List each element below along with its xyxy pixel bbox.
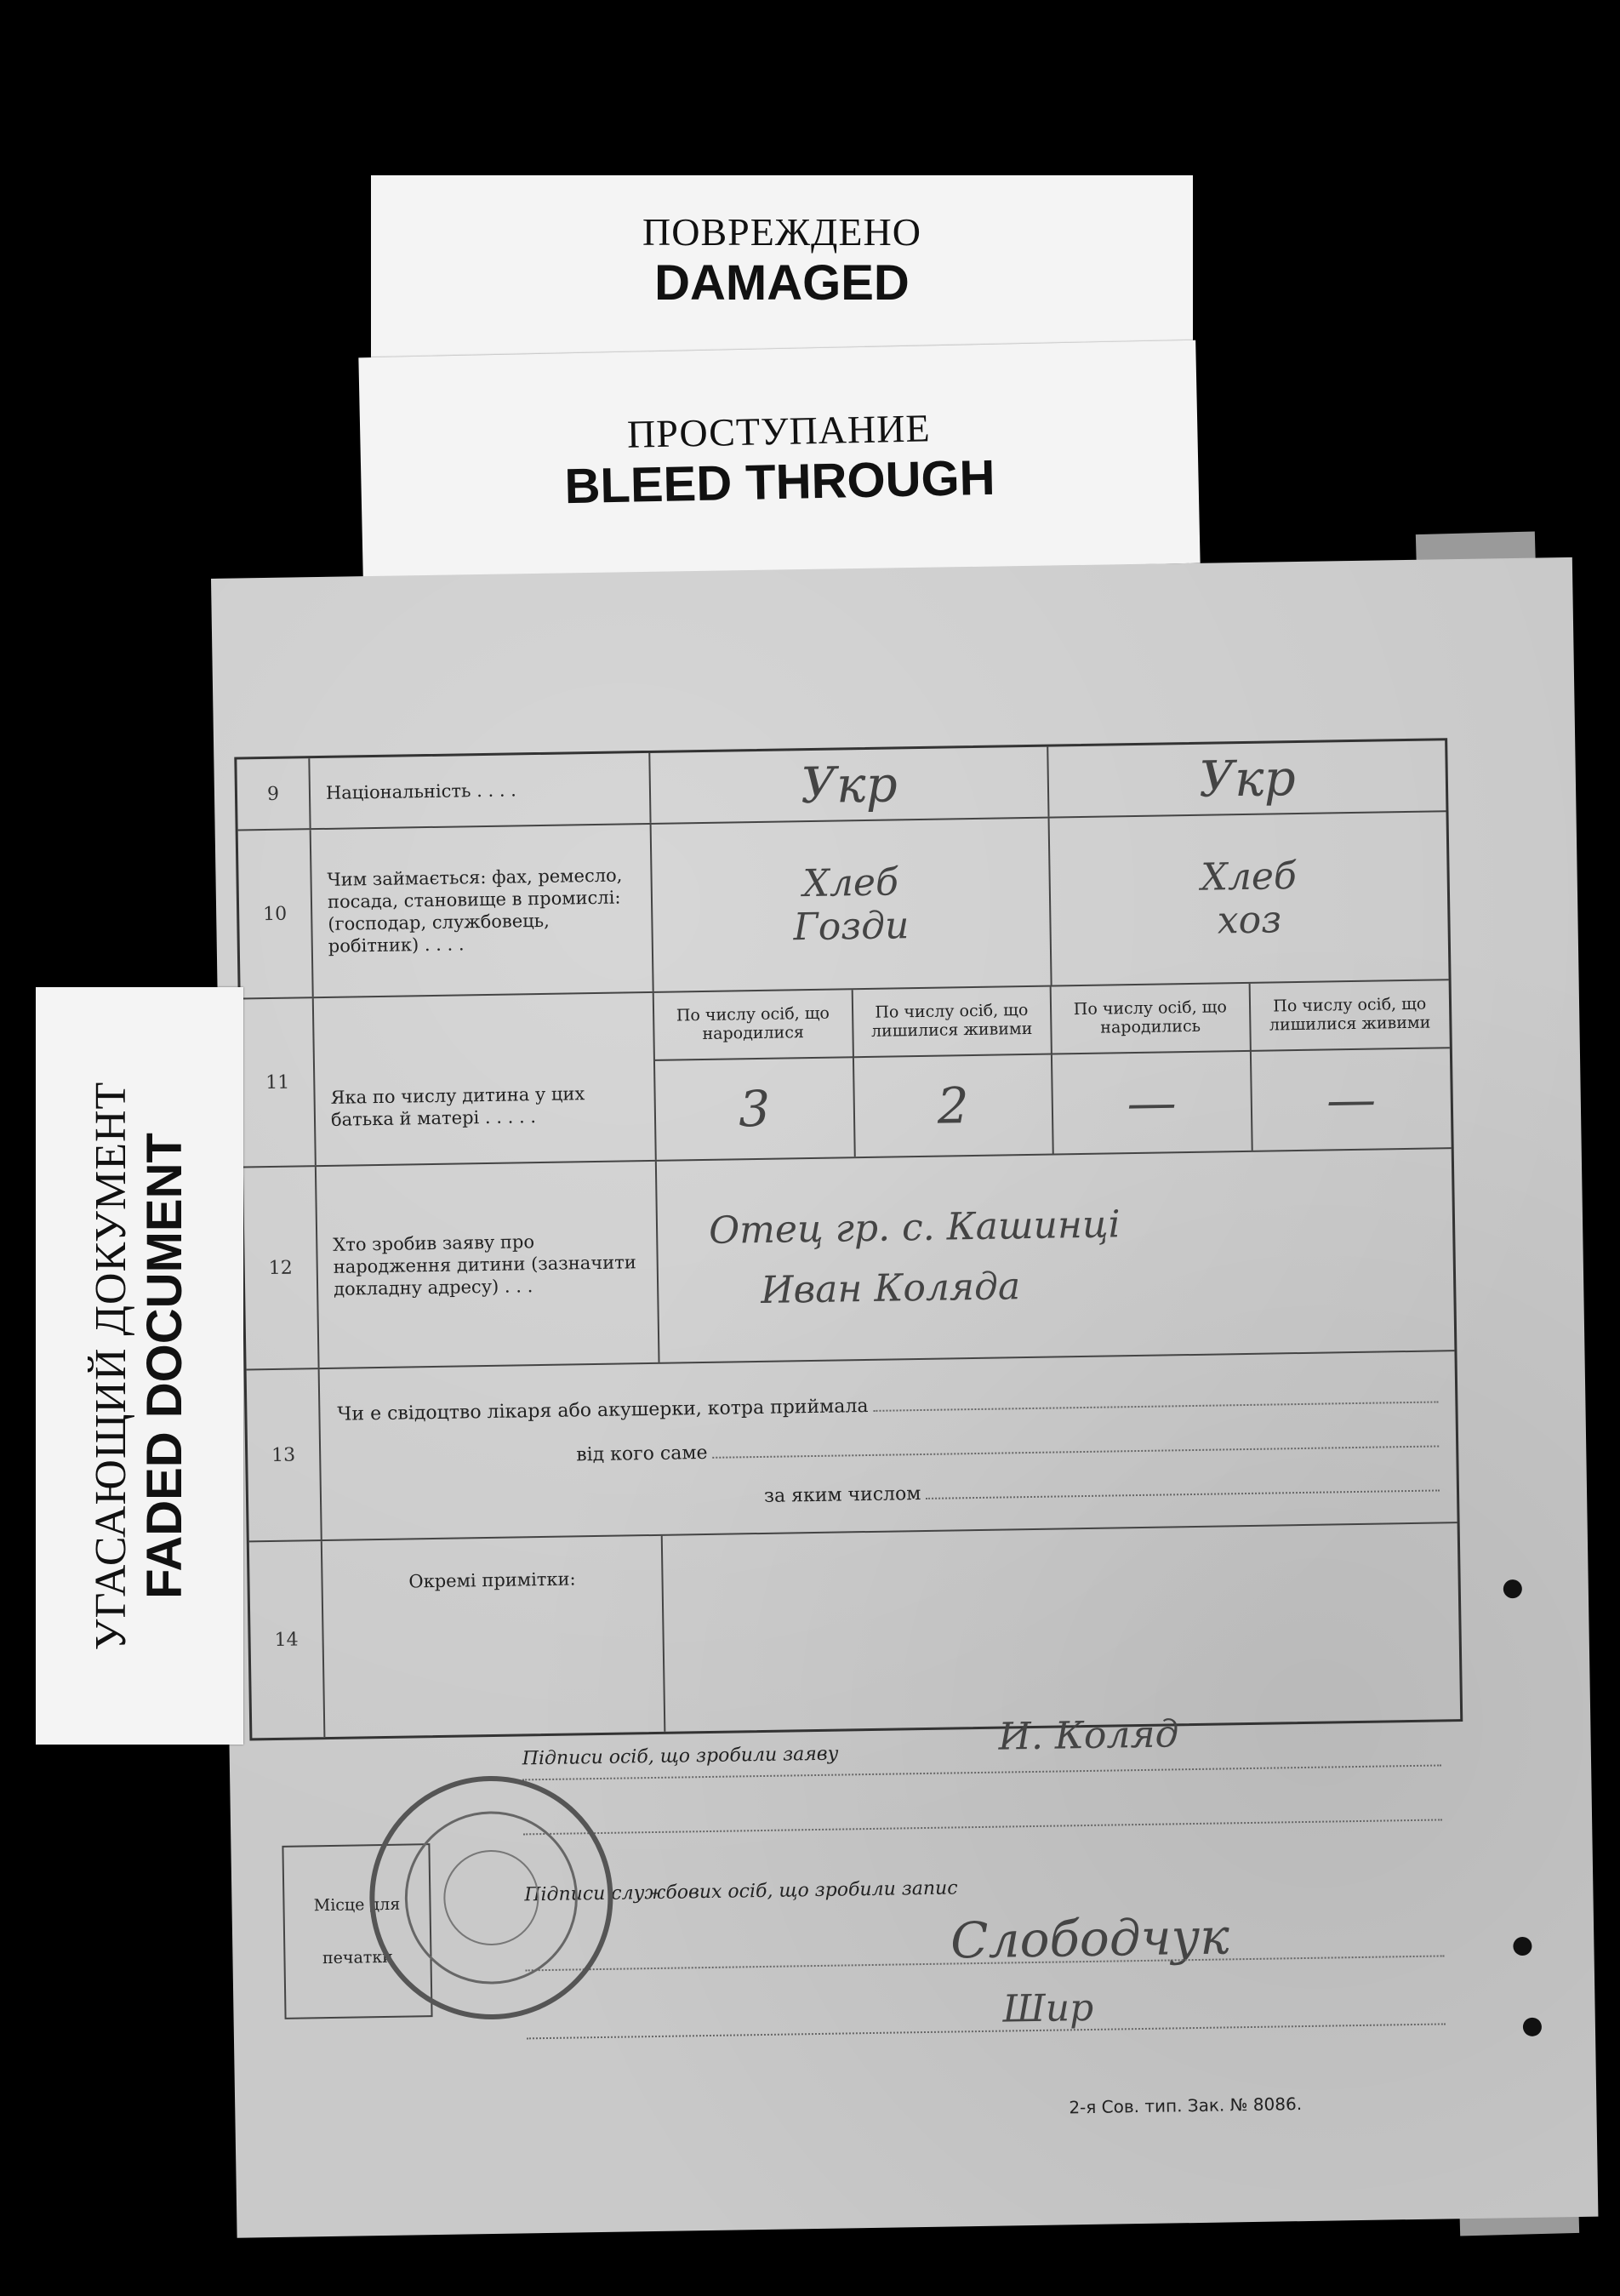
officials-signature-label: Підписи службових осіб, що зробили запис: [524, 1877, 958, 1906]
birth-record-form: [234, 738, 1463, 1740]
applicants-signature: И. Коляд: [998, 1712, 1179, 1759]
col2-header: По числу осіб, що лишилися живими: [853, 987, 1052, 1059]
faded-document-label-ru: УГАСАЮЩИЙ ДОКУМЕНТ: [87, 1081, 135, 1651]
row-10-occupation: [238, 812, 1449, 999]
col3-header: По числу осіб, що народились: [1052, 984, 1252, 1055]
row-number: 12: [243, 1167, 320, 1368]
answer-mother-line2: хоз: [1217, 898, 1282, 943]
certificate-text: [320, 1351, 1457, 1539]
answer-father-line1: Хлеб: [802, 860, 899, 906]
row-question: Чим займається: фах, ремесло, посада, становище в промислі: (господар, службовець, робітник) . . . .: [311, 825, 654, 997]
row-11-child-number: [241, 980, 1452, 1168]
col1-value: 3: [738, 1079, 771, 1138]
answer-father: Укр: [800, 755, 898, 815]
notes-area: [663, 1523, 1460, 1732]
col4-header: По числу осіб, що лишилися живими: [1250, 980, 1450, 1052]
official-signature-1: Слободчук: [950, 1907, 1230, 1970]
col3-value: —: [1127, 1072, 1178, 1132]
answer-mother: Укр: [1198, 749, 1297, 808]
punch-hole-icon: [1503, 1579, 1522, 1598]
declarant-name: Иван Коляда: [760, 1265, 1021, 1312]
row-number: 11: [241, 998, 317, 1166]
row-question: Національність . . . .: [310, 753, 651, 828]
row-answers: [650, 740, 1446, 823]
punch-hole-icon: [1523, 2018, 1542, 2036]
row-question: Яка по числу дитина у цих батька й матері . . . . .: [314, 993, 657, 1165]
stamp-place-label-2: печатки: [322, 1947, 394, 1968]
certificate-from-whom: від кого саме: [576, 1442, 708, 1466]
punch-hole-icon: [1513, 1937, 1532, 1956]
damaged-label-en: DAMAGED: [654, 255, 910, 311]
row-question: Окремі примітки:: [322, 1536, 666, 1737]
row-number: 9: [237, 758, 311, 829]
certificate-question: Чи е свідоцтво лікаря або акушерки, котра приймала: [337, 1395, 869, 1425]
col1-header: По числу осіб, що народилися: [654, 990, 854, 1061]
certificate-date: за яким числом: [763, 1483, 921, 1507]
row-number: 13: [247, 1369, 322, 1540]
row-answers: [652, 812, 1449, 991]
official-signature-2: Шир: [1002, 1985, 1094, 2031]
faded-document-label: [36, 987, 243, 1745]
row-12-declarant: [243, 1149, 1455, 1370]
answer-father-line2: Гозди: [793, 904, 910, 950]
official-seal-icon: [353, 1760, 630, 2036]
faded-document-label-en: FADED DOCUMENT: [137, 1133, 192, 1599]
col2-value: 2: [937, 1076, 970, 1135]
document-page: [211, 557, 1598, 2238]
damaged-label-ru: ПОВРЕЖДЕНО: [642, 210, 921, 254]
col4-value: —: [1326, 1070, 1377, 1129]
bleed-through-label-ru: ПРОСТУПАНИЕ: [626, 406, 932, 456]
declarant-address: Отец гр. с. Кашинці: [708, 1202, 1121, 1253]
child-count-grid: [654, 980, 1452, 1160]
answer-mother-line1: Хлеб: [1201, 854, 1298, 900]
printer-imprint: 2-я Сов. тип. Зак. № 8086.: [1069, 2093, 1303, 2118]
applicants-signature-label: Підписи осіб, що зробили заяву: [522, 1743, 839, 1770]
row-13-certificate: [247, 1351, 1457, 1542]
row-question: Хто зробив заяву про народження дитини (зазначити докладну адресу) . . .: [317, 1162, 660, 1368]
row-answers: [657, 1149, 1455, 1362]
bleed-through-label: [358, 340, 1200, 581]
stamp-place-label-1: Місце для: [313, 1894, 401, 1916]
bleed-through-label-en: BLEED THROUGH: [563, 449, 996, 515]
row-number: 10: [238, 830, 314, 997]
row-number: 14: [249, 1541, 326, 1738]
